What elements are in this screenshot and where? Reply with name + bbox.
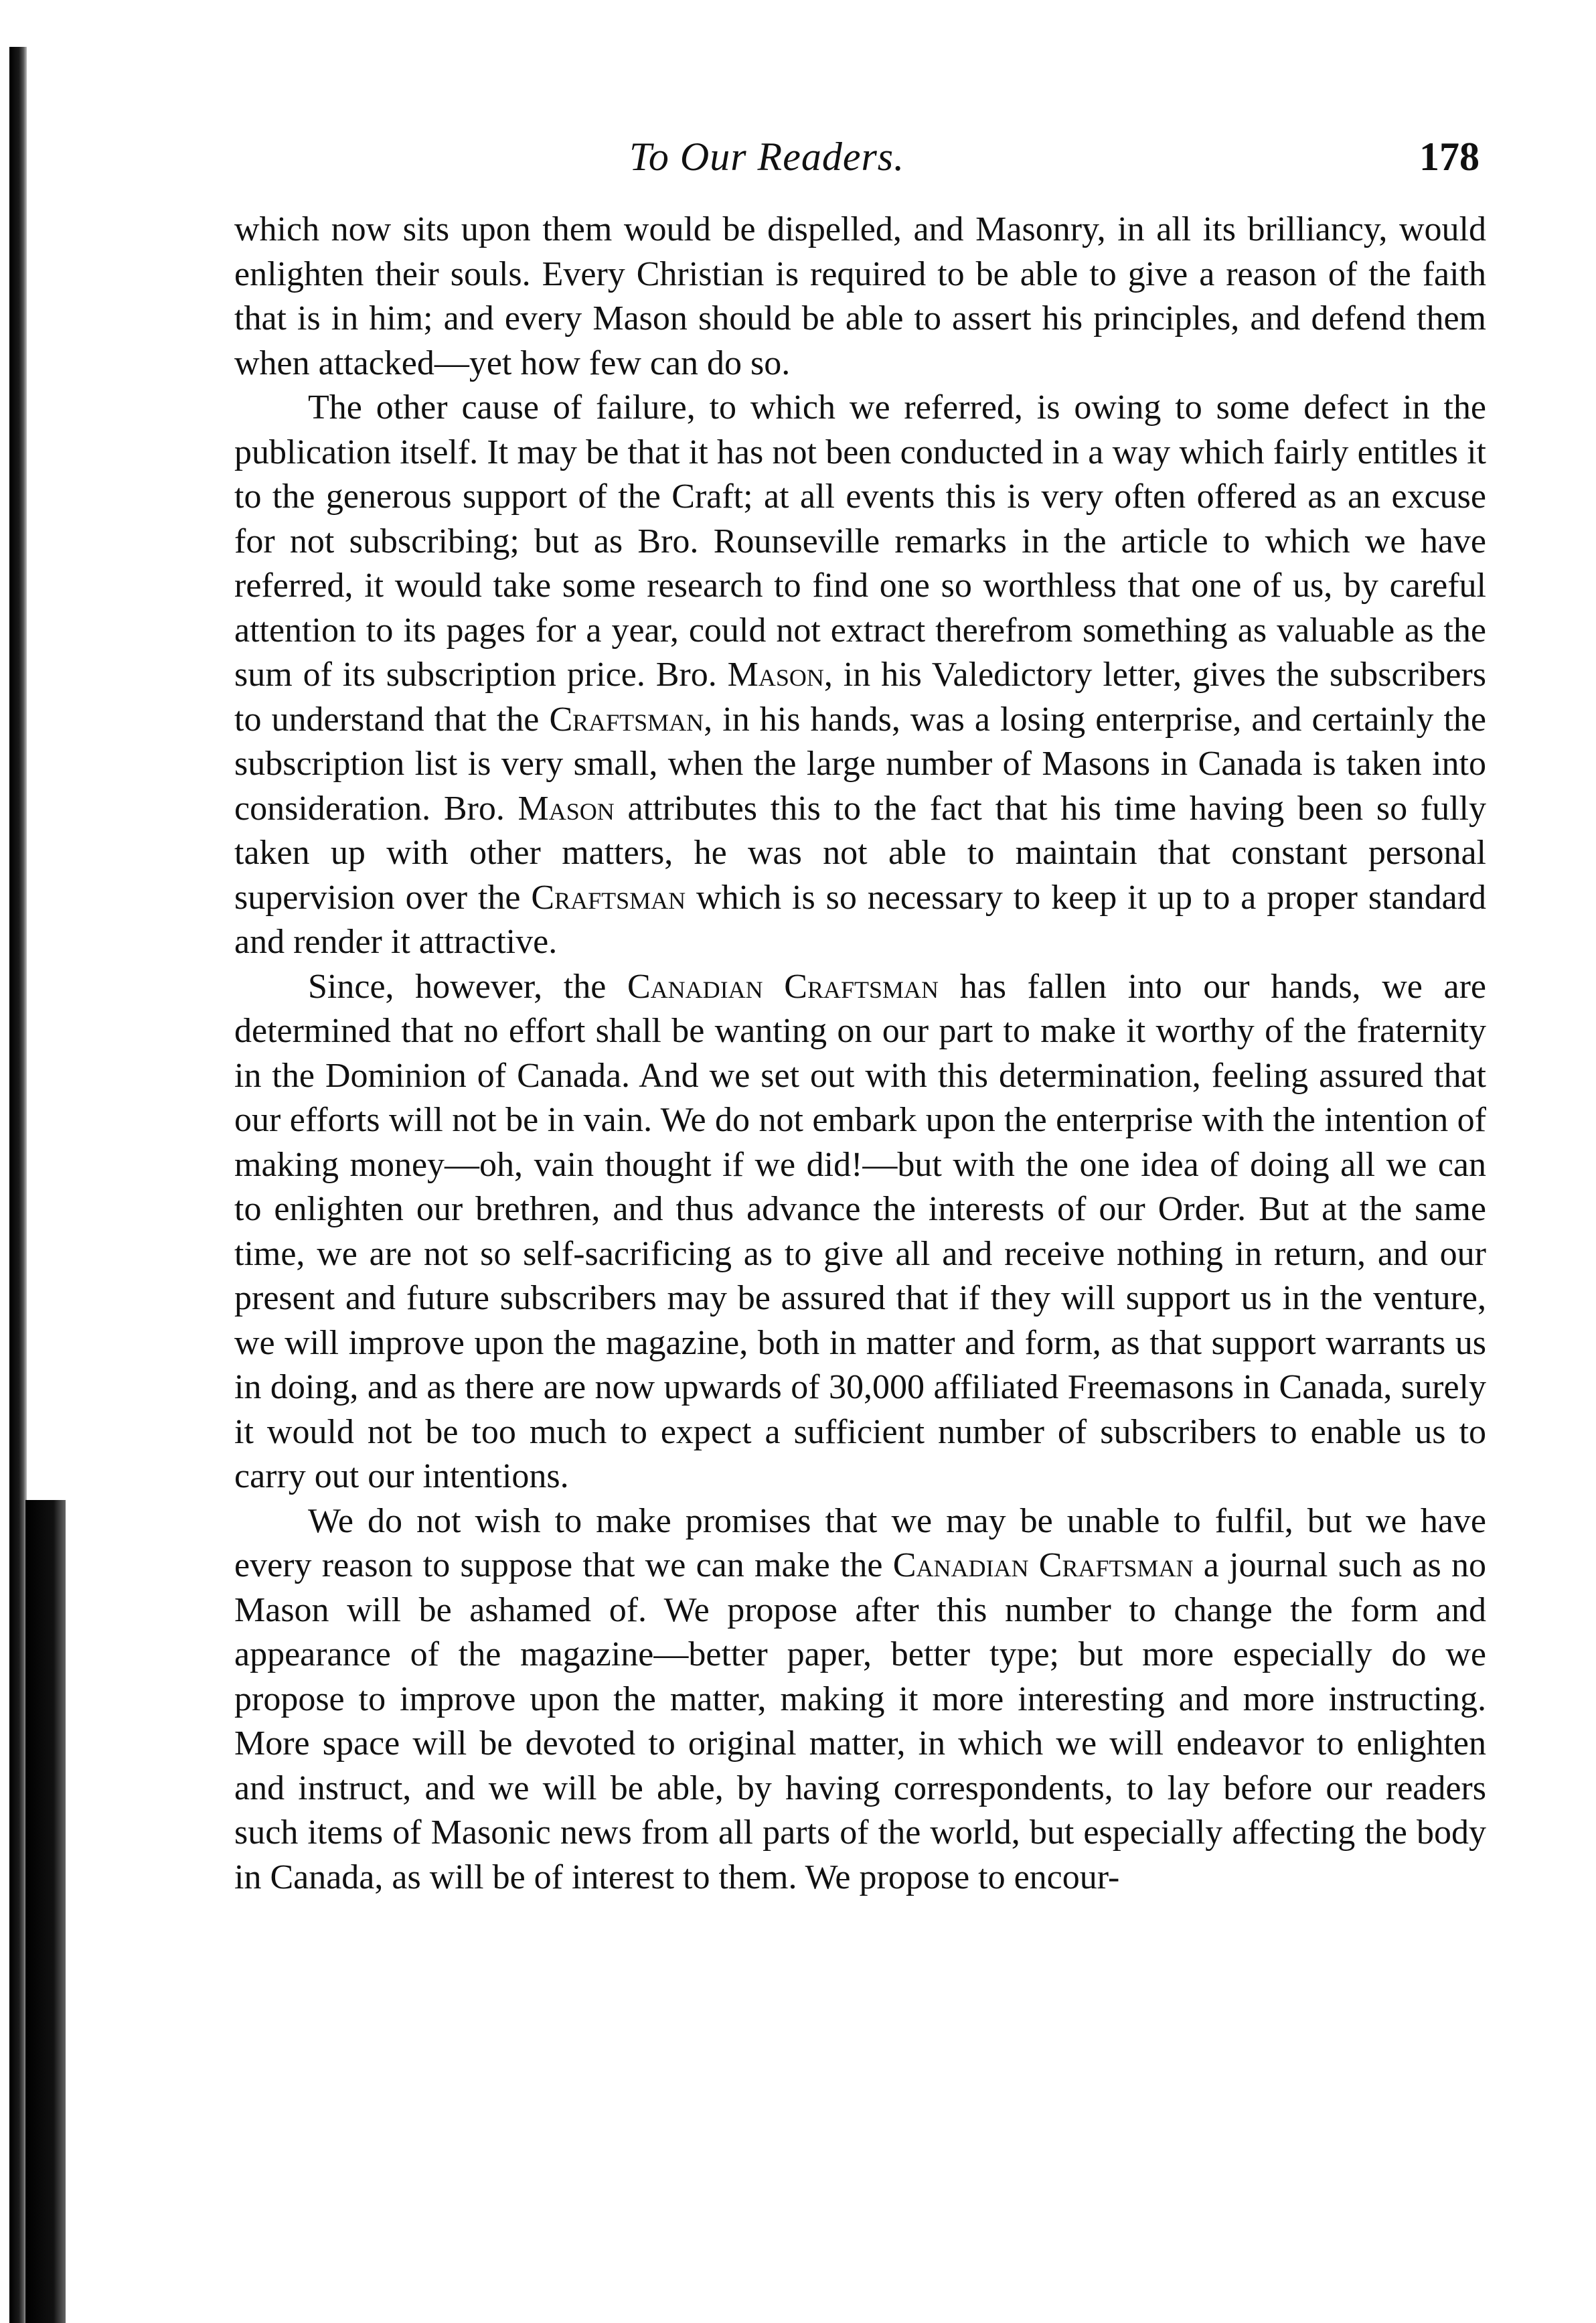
paragraph-text: We do not wish to make promises that we may be unable to fulfil, but we have every reason to suppose that we can make the: [234, 1501, 1486, 1584]
paragraph: [234, 1499, 1486, 1900]
paragraph-text: , in his Valedictory letter, gives the subscribers to understand that the: [234, 656, 1486, 739]
paragraph-text: attributes this to the fact that his time having been so fully taken up with other matters, he was not able to maintain that constant personal supervision over the: [234, 789, 1486, 917]
small-caps-text: Craftsman: [531, 878, 686, 917]
paragraph-text: , in his hands, was a losing enterprise, and certainly the subscription list is very small, when the large number of Masons in Canada is taken into consideration. Bro.: [234, 700, 1487, 828]
small-caps-text: Mason: [517, 789, 615, 828]
paragraph-text: which now sits upon them would be dispelled, and Masonry, in all its brilliancy, would enlighten their souls. Every Christian is required to be able to give a reason of the faith that is in him; and every Mason should be able to assert his principles, and defend them when attacked—yet how few can do so.: [234, 210, 1486, 382]
paragraph: [234, 965, 1486, 1499]
page-binding-shadow: [25, 1500, 66, 2323]
article-body: [234, 208, 1486, 1900]
book-page: [234, 134, 1486, 1900]
page-number: 178: [1419, 135, 1480, 179]
paragraph: [234, 386, 1486, 965]
running-head: [234, 134, 1486, 208]
small-caps-text: Canadian Craftsman: [892, 1546, 1194, 1584]
page-binding-edge: [9, 47, 27, 2323]
paragraph-text: Since, however, the: [308, 967, 627, 1006]
paragraph-text: has fallen into our hands, we are determined that no effort shall be wanting on our part to make it worthy of the fraternity in the Dominion of Canada. And we set out with this determination, feeling assured that our efforts will not be in vain. We do not embark upon the enterprise with the intention of making money—oh, vain thought if we did!—but with the one idea of doing all we can to enlighten our brethren, and thus advance the interests of our Order. But at the same time, we are not so self-sacrificing as to give all and receive nothing in return, and our present and future subscribers may be assured that if they will support us in the venture, we will improve upon the magazine, both in matter and form, as that support warrants us in doing, and as there are now upwards of 30,000 affiliated Freemasons in Canada, surely it would not be too much to expect a sufficient number of subscribers to enable us to carry out our intentions.: [234, 967, 1486, 1495]
paragraph: [234, 208, 1486, 386]
running-head-title: To Our Readers.: [629, 135, 905, 179]
small-caps-text: Canadian Craftsman: [627, 967, 939, 1006]
small-caps-text: Mason: [727, 656, 824, 694]
paragraph-text: a journal such as no Mason will be ashamed of. We propose after this number to change the form and appearance of the magazine—better paper, better type; but more especially do we propose to improve upon the matter, making it more interesting and more instructing. More space will be devoted to original matter, in which we will endeavor to enlighten and instruct, and we will be able, by having correspondents, to lay before our readers such items of Masonic news from all parts of the world, but especially affecting the body in Canada, as will be of interest to them. We propose to encour-: [234, 1546, 1486, 1896]
paragraph-text: The other cause of failure, to which we referred, is owing to some defect in the publication itself. It may be that it has not been conducted in a way which fairly entitles it to the generous support of the Craft; at all events this is very often offered as an excuse for not subscribing; but as Bro. Rounseville remarks in the article to which we have referred, it would take some research to find one so worthless that one of us, by careful attention to its pages for a year, could not extract therefrom something as valuable as the sum of its subscription price. Bro.: [234, 388, 1486, 694]
small-caps-text: Craftsman: [549, 700, 704, 739]
paragraph-text: which is so necessary to keep it up to a proper standard and render it attractive.: [234, 878, 1487, 961]
